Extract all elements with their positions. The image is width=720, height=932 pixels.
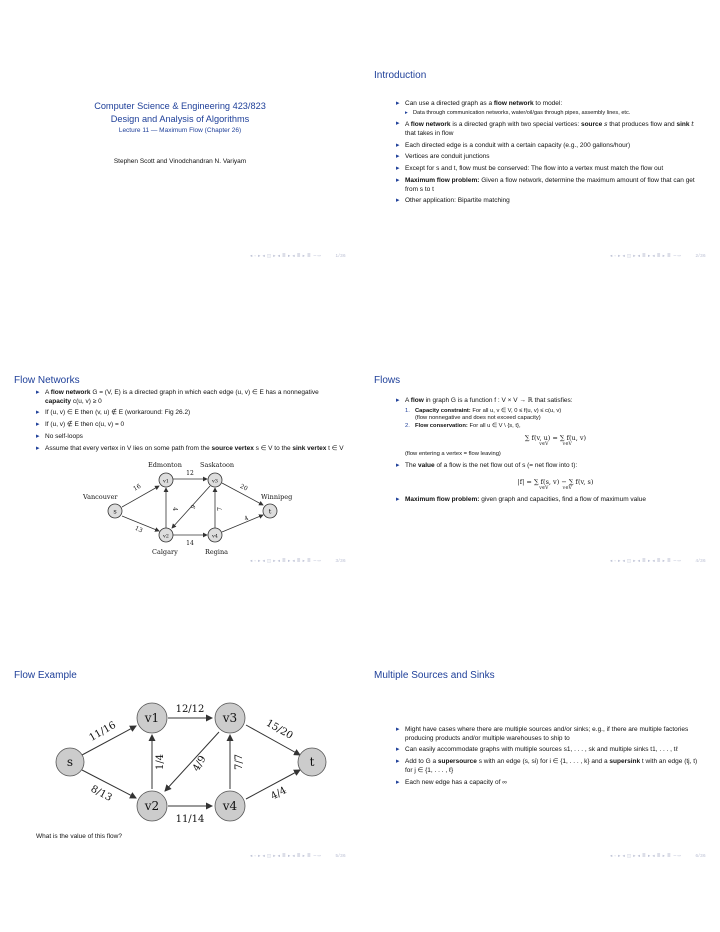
bullet: ▸ No self-loops bbox=[36, 433, 346, 442]
city-winnipeg: Winnipeg bbox=[261, 493, 293, 501]
formula-flow-value: |f| = ∑ f(s, v) − ∑ f(v, s) v∈V v∈V bbox=[517, 477, 594, 492]
city-calgary: Calgary bbox=[152, 548, 178, 556]
node-v4-label: v4 bbox=[222, 799, 238, 813]
node-v2-label: v2 bbox=[144, 799, 160, 813]
node-v3-label: v3 bbox=[222, 711, 238, 725]
bullet: ▸ Might have cases where there are multiple sources and/or sinks; e.g., if there are multiple factories producing products and/or multiple warehouses to ship to bbox=[396, 726, 706, 743]
node-v2-label: v2 bbox=[162, 533, 170, 540]
node-s-label: s bbox=[113, 507, 117, 516]
node-v1-label: v1 bbox=[162, 478, 170, 485]
bullet: ▸ Maximum flow problem: given graph and capacities, find a flow of maximum value bbox=[396, 496, 706, 505]
nav-symbols: ◂ ▫ ▸ ◂ ◫ ▸ ◂ ≣ ▸ ◂ ≣ ▸ ≣ ∽∾ bbox=[610, 253, 682, 258]
bullet: ▸ Can easily accommodate graphs with multiple sources s1, . . . , sk and multiple sinks t1, . . . , tℓ bbox=[396, 746, 706, 755]
slide-content bbox=[36, 389, 346, 457]
cap-v4-v3: 7 bbox=[217, 507, 224, 511]
bullet: ▸ Add to G a supersource s with an edge (s, si) for i ∈ {1, . . . , k} and a supersink t with an edge (tj, t) for j ∈ {1, . . . , ℓ} bbox=[396, 758, 706, 775]
course-title-line1: Computer Science & Engineering 423/823 bbox=[94, 101, 266, 111]
course-title-line2: Design and Analysis of Algorithms bbox=[110, 113, 250, 124]
question-text: What is the value of this flow? bbox=[36, 833, 122, 840]
bullet: ▸ The value of a flow is the net flow out of s (= net flow into t): |f| = ∑ f(s, v) − ∑ f(v, s) v∈V v∈V bbox=[396, 462, 706, 491]
node-v3-label: v3 bbox=[211, 478, 219, 485]
cap-v3-t: 20 bbox=[238, 482, 249, 493]
label-v3-t: 15/20 bbox=[264, 717, 295, 742]
bullet: ▸ If (u, v) ∈ E then (v, u) ∉ E (workaround: Fig 26.2) bbox=[36, 409, 346, 418]
sub-bullet: ▸ Data through communication networks, water/oil/gas through pipes, assembly lines, etc. bbox=[405, 110, 706, 117]
cap-v2-v1: 4 bbox=[171, 507, 178, 511]
enum-item: 2. Flow conservation: For all u ∈ V \ {s, t}, bbox=[405, 423, 521, 430]
flow-network-graph bbox=[70, 461, 310, 561]
label-s-v2: 8/13 bbox=[88, 783, 114, 804]
slide-title-multiple-sources: Multiple Sources and Sinks bbox=[374, 670, 495, 681]
node-t-label: t bbox=[268, 507, 272, 516]
cap-v1-v3: 12 bbox=[186, 470, 194, 477]
slide-content bbox=[396, 726, 706, 790]
slide-flows bbox=[360, 365, 720, 575]
slide-title-flow-example: Flow Example bbox=[14, 670, 77, 681]
bullet: ▸ A flow network is a directed graph with two special vertices: source s that produces flow and sink t that takes in flow bbox=[396, 120, 706, 138]
node-t-label: t bbox=[309, 755, 315, 769]
title-block bbox=[60, 100, 300, 165]
page-number: 3/36 bbox=[335, 558, 346, 563]
bullet: ▸ Assume that every vertex in V lies on some path from the source vertex s ∈ V to the sink vertex t ∈ V bbox=[36, 445, 346, 454]
bullet: ▸ Maximum flow problem: Given a flow network, determine the maximum amount of flow that can get from s to t bbox=[396, 177, 706, 194]
page-number: 6/36 bbox=[695, 853, 706, 858]
slide-content bbox=[396, 397, 706, 508]
slide-title-flow-networks: Flow Networks bbox=[14, 375, 80, 386]
enum-item: 1. Capacity constraint: For all u, v ∈ V, 0 ≤ f(u, v) ≤ c(u, v) (flow nonnegative and does not exceed capacity) bbox=[405, 407, 562, 421]
nav-bar bbox=[610, 853, 706, 859]
slide-title-introduction: Introduction bbox=[374, 70, 427, 81]
bullet: ▸ A flow in graph G is a function f : V × V → ℝ that satisfies: 1. Capacity constraint: For all u, v ∈ V, 0 ≤ f(u, v) ≤ c(u, v) (flow nonnegative and does not exceed capacity) 2. Flow conservation: For all u ∈ V \ {s, t}, ∑ f(v, u) = ∑ f(u, v) v∈V v∈V (flow entering a vertex = flow leaving) bbox=[396, 397, 706, 459]
nav-bar bbox=[610, 253, 706, 259]
nav-symbols: ◂ ▫ ▸ ◂ ◫ ▸ ◂ ≣ ▸ ◂ ≣ ▸ ≣ ∽∾ bbox=[250, 853, 322, 858]
slide-flow-networks bbox=[0, 365, 360, 575]
cap-v2-v4: 14 bbox=[186, 540, 194, 547]
nav-symbols: ◂ ▫ ▸ ◂ ◫ ▸ ◂ ≣ ▸ ◂ ≣ ▸ ≣ ∽∾ bbox=[250, 253, 322, 258]
node-v4-label: v4 bbox=[211, 533, 219, 540]
slide-title bbox=[0, 60, 360, 270]
slide-title-flows: Flows bbox=[374, 375, 401, 386]
page-number: 2/36 bbox=[695, 253, 706, 258]
city-vancouver: Vancouver bbox=[83, 493, 118, 501]
authors: Stephen Scott and Vinodchandran N. Variyam bbox=[113, 158, 247, 165]
nav-bar bbox=[250, 853, 346, 859]
nav-bar bbox=[610, 558, 706, 564]
label-v3-v2: 4/9 bbox=[191, 754, 209, 774]
formula-note: (flow entering a vertex = flow leaving) bbox=[405, 451, 501, 458]
flow-example-graph bbox=[44, 698, 334, 828]
bullet: ▸ A flow network G = (V, E) is a directed graph in which each edge (u, v) ∈ E has a nonnegative capacity c(u, v) ≥ 0 bbox=[36, 389, 346, 406]
slide-multiple-sources-sinks bbox=[360, 660, 720, 870]
nav-bar bbox=[250, 253, 346, 259]
slide-flow-example bbox=[0, 660, 360, 870]
label-s-v1: 11/16 bbox=[87, 719, 118, 744]
bullet: ▸ Vertices are conduit junctions bbox=[396, 153, 706, 162]
page-number: 1/36 bbox=[335, 253, 346, 258]
cap-v3-v2: 9 bbox=[189, 503, 198, 511]
enum-note: (flow nonnegative and does not exceed capacity) bbox=[415, 415, 541, 421]
city-edmonton: Edmonton bbox=[148, 461, 182, 469]
edge-v3-v2 bbox=[165, 732, 219, 791]
formula-conservation: ∑ f(v, u) = ∑ f(u, v) v∈V v∈V bbox=[524, 433, 587, 448]
bullet: ▸ Except for s and t, flow must be conserved: The flow into a vertex must match the flow out bbox=[396, 165, 706, 174]
city-saskatoon: Saskatoon bbox=[200, 461, 235, 469]
nav-bar bbox=[250, 558, 346, 564]
slide-introduction bbox=[360, 60, 720, 270]
node-s-label: s bbox=[66, 755, 74, 769]
bullet: ▸ Other application: Bipartite matching bbox=[396, 197, 706, 206]
bullet: ▸ If (u, v) ∉ E then c(u, v) = 0 bbox=[36, 421, 346, 430]
label-v2-v4: 11/14 bbox=[175, 814, 205, 825]
cap-s-v2: 13 bbox=[133, 524, 144, 535]
label-v4-t: 4/4 bbox=[269, 785, 289, 803]
page-number: 5/36 bbox=[335, 853, 346, 858]
city-regina: Regina bbox=[205, 548, 229, 556]
nav-symbols: ◂ ▫ ▸ ◂ ◫ ▸ ◂ ≣ ▸ ◂ ≣ ▸ ≣ ∽∾ bbox=[610, 853, 682, 858]
label-v2-v1: 1/4 bbox=[155, 753, 166, 771]
bullet: ▸ Can use a directed graph as a flow network to model: ▸ Data through communication networks, water/oil/gas through pipes, assembly lines, etc. bbox=[396, 100, 706, 117]
bullet: ▸ Each new edge has a capacity of ∞ bbox=[396, 779, 706, 788]
label-v4-v3: 7/7 bbox=[234, 753, 245, 771]
page-number: 4/36 bbox=[695, 558, 706, 563]
cap-v4-t: 4 bbox=[243, 514, 250, 523]
lecture-subtitle: Lecture 11 — Maximum Flow (Chapter 26) bbox=[118, 127, 242, 134]
nav-symbols: ◂ ▫ ▸ ◂ ◫ ▸ ◂ ≣ ▸ ◂ ≣ ▸ ≣ ∽∾ bbox=[610, 558, 682, 563]
cap-s-v1: 16 bbox=[132, 482, 143, 493]
nav-symbols: ◂ ▫ ▸ ◂ ◫ ▸ ◂ ≣ ▸ ◂ ≣ ▸ ≣ ∽∾ bbox=[250, 558, 322, 563]
bullet: ▸ Each directed edge is a conduit with a certain capacity (e.g., 200 gallons/hour) bbox=[396, 142, 706, 151]
edge-v4-t bbox=[222, 515, 263, 532]
label-v1-v3: 12/12 bbox=[175, 704, 205, 715]
slide-content bbox=[396, 100, 706, 209]
node-v1-label: v1 bbox=[144, 711, 160, 725]
